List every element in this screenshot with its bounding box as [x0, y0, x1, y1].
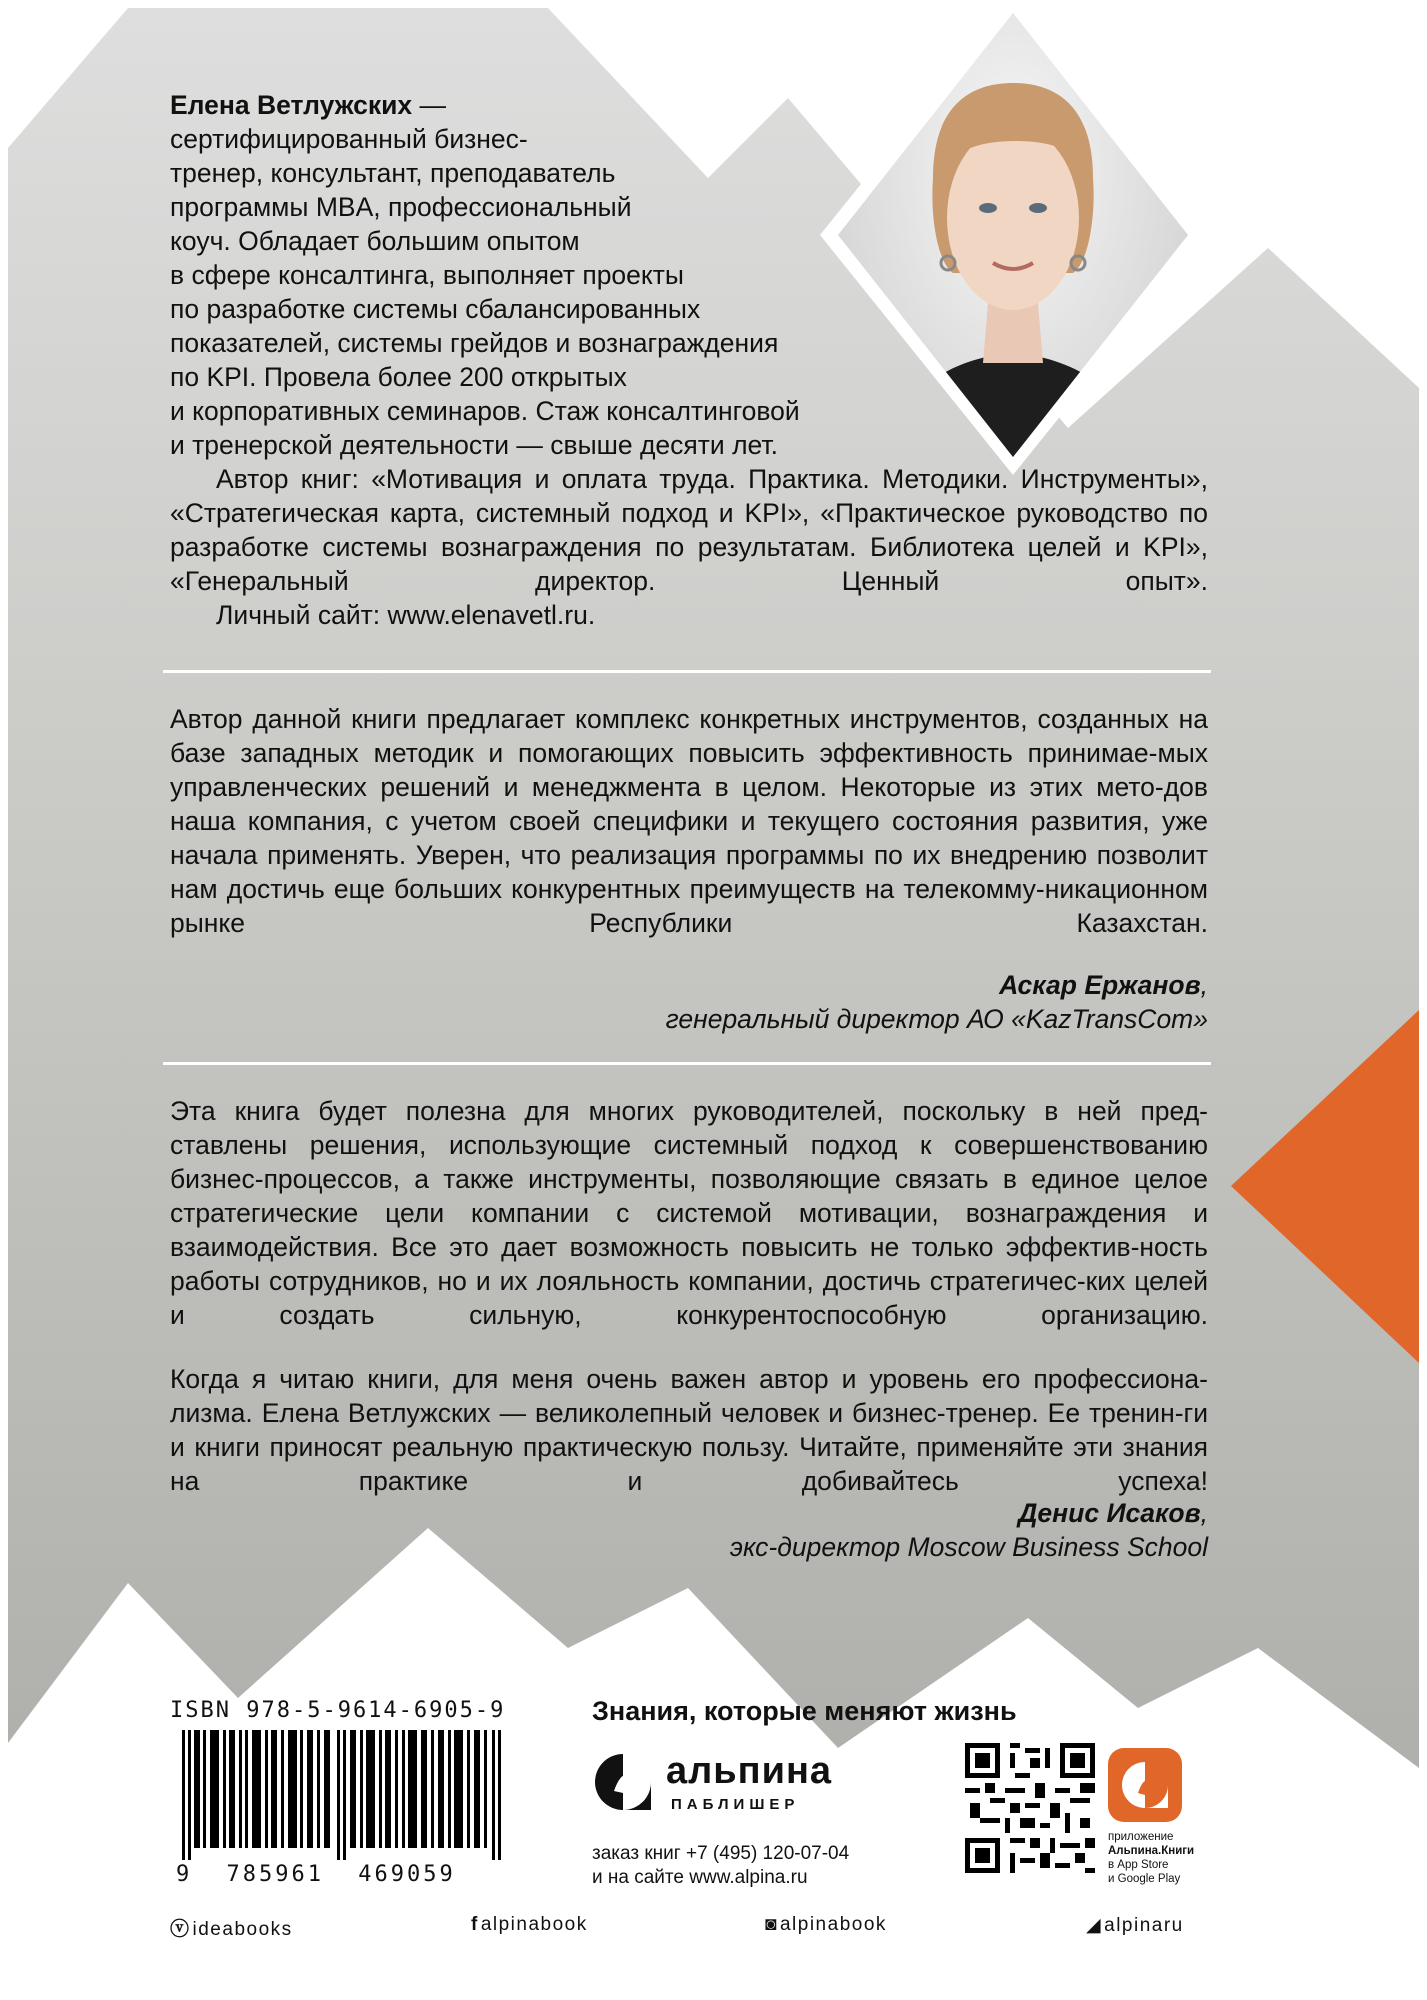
app-caption-line: и Google Play — [1108, 1873, 1181, 1885]
social-telegram-label: alpinaru — [1104, 1915, 1184, 1936]
review-1-comma: , — [1200, 970, 1208, 1000]
author-bio — [170, 88, 830, 462]
barcode-digits — [176, 1862, 456, 1887]
facebook-icon: f — [471, 1914, 479, 1935]
bio-line: сертифицированный бизнес- — [170, 124, 528, 154]
bio-line: показателей, системы грейдов и вознаграждения — [170, 328, 779, 358]
back-cover — [8, 8, 1419, 1992]
review-1-name: Аскар Ержанов — [999, 970, 1201, 1000]
instagram-icon: ◙ — [765, 1914, 778, 1935]
order-phone: заказ книг +7 (495) 120-07-04 — [592, 1843, 850, 1864]
social-vk-label: ideabooks — [192, 1919, 293, 1940]
telegram-icon: ◢ — [1086, 1915, 1103, 1936]
orange-triangle — [1231, 1010, 1419, 1363]
divider — [163, 1062, 1211, 1065]
isbn-label: ISBN 978-5-9614-6905-9 — [170, 1698, 506, 1723]
bio-line: и корпоративных семинаров. Стаж консалтинговой — [170, 396, 800, 426]
publisher-subname: ПАБЛИШЕР — [671, 1796, 800, 1813]
alpina-logo-icon — [592, 1751, 654, 1813]
review-2-position: экс-директор Moscow Business School — [729, 1532, 1208, 1562]
review-2-signature — [730, 1496, 1208, 1564]
bio-line: и тренерской деятельности — свыше десяти лет. — [170, 430, 778, 460]
author-site: Личный сайт: www.elenavetl.ru. — [216, 600, 596, 630]
app-logo-icon — [1108, 1748, 1182, 1822]
review-1-text: Автор данной книги предлагает комплекс конкретных инструментов, созданных на базе западных методик и помогающих повысить эффективность принимае-мых управленческих решений и менеджмента в целом. Некоторые из этих мето-дов наша компания, с учетом своей специфики и текущего состояния развития, уже начала применять. Уверен, что реализация программы по их внедрению позволит нам достичь еще больших конкурентных преимуществ на телекомму-никационном рынке Республики Казахстан. — [170, 704, 1208, 938]
social-facebook-label: alpinabook — [480, 1914, 588, 1935]
review-1-signature — [666, 968, 1208, 1036]
review-1-position: генеральный директор АО «KazTransCom» — [665, 1004, 1208, 1034]
social-vk[interactable] — [170, 1914, 293, 1941]
author-name-dash: — — [412, 90, 447, 120]
bio-line: в сфере консалтинга, выполняет проекты — [170, 260, 684, 290]
publisher-name: альпина — [666, 1750, 833, 1792]
publisher-slogan: Знания, которые меняют жизнь — [592, 1696, 1017, 1726]
app-caption-line: в App Store — [1108, 1859, 1169, 1871]
app-caption-line: приложение — [1108, 1831, 1174, 1843]
order-site: и на сайте www.alpina.ru — [592, 1867, 808, 1888]
divider — [163, 670, 1211, 673]
bio-line: по KPI. Провела более 200 открытых — [170, 362, 627, 392]
review-2-para-2: Когда я читаю книги, для меня очень важен автор и уровень его профессиона-лизма. Елена Ветлужских — великолепный человек и бизнес-тренер. Ее тренин-ги и книги приносят реальную практическую пользу. Читайте, применяйте эти знания на практике и добивайтесь успеха! — [170, 1364, 1208, 1496]
vk-icon: ⓥ — [170, 1919, 191, 1940]
bio-line: тренер, консультант, преподаватель — [170, 158, 616, 188]
barcode-digits-left: 785961 — [226, 1862, 324, 1887]
alpina-app-icon[interactable] — [1108, 1748, 1182, 1822]
social-telegram[interactable] — [1086, 1914, 1184, 1937]
barcode-digits-right: 469059 — [358, 1862, 456, 1887]
author-books: Автор книг: «Мотивация и оплата труда. Практика. Методики. Инструменты», «Стратегическая карта, системный подход и KPI», «Практическое руководство по разработке системы вознаграждения по результатам. Библиотека целей и KPI», «Генеральный директор. Ценный опыт». — [170, 464, 1208, 596]
qr-code[interactable] — [965, 1743, 1095, 1873]
app-caption — [1108, 1830, 1194, 1886]
barcode-digit-first: 9 — [176, 1862, 193, 1887]
review-2-name: Денис Исаков — [1018, 1498, 1201, 1528]
bio-line: коуч. Обладает большим опытом — [170, 226, 580, 256]
review-2-comma: , — [1200, 1498, 1208, 1528]
review-2-para-1: Эта книга будет полезна для многих руководителей, поскольку в ней пред-ставлены решения, использующие системный подход к совершенствованию бизнес-процессов, а также инструменты, позволяющие связать в единое целое стратегические цели компании с системой мотивации, вознаграждения и взаимодействия. Все это дает возможность повысить не только эффектив-ность работы сотрудников, но и их лояльность компании, достичь стратегичес-ких целей и создать сильную, конкурентоспособную организацию. — [170, 1096, 1208, 1330]
bio-line: по разработке системы сбалансированных — [170, 294, 701, 324]
author-name: Елена Ветлужских — [170, 90, 413, 120]
social-facebook[interactable] — [471, 1914, 588, 1936]
bio-line: программы MBA, профессиональный — [170, 192, 632, 222]
barcode — [182, 1730, 512, 1860]
social-instagram[interactable] — [765, 1914, 887, 1936]
top-left-white-triangle — [8, 8, 128, 148]
app-caption-line: Альпина.Книги — [1108, 1845, 1195, 1857]
social-instagram-label: alpinabook — [779, 1914, 887, 1935]
